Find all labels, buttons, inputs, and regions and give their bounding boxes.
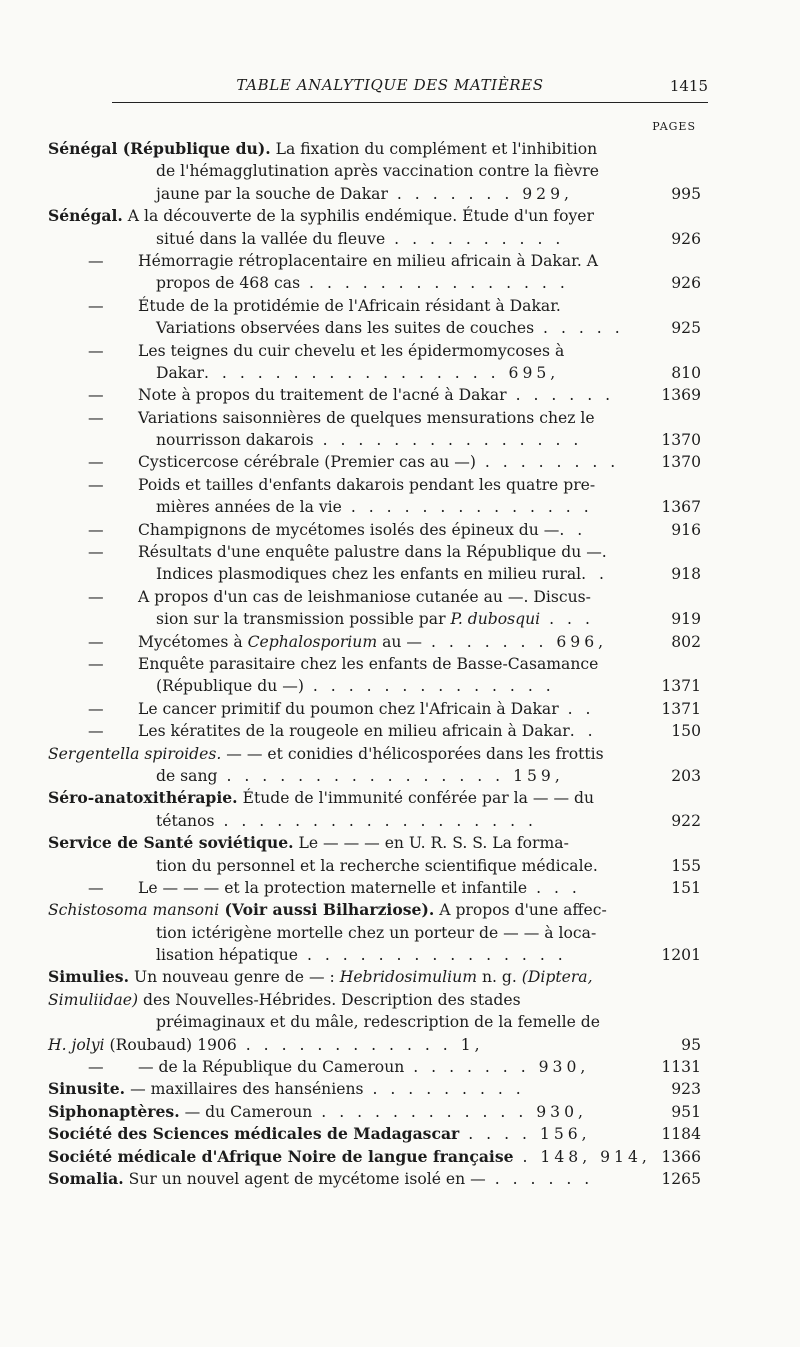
entry-text [156,855,623,877]
page-title: TABLE ANALYTIQUE DES MATIÈRES [236,76,544,94]
entry-segment: tétanos [156,811,215,830]
entry-text [138,407,623,429]
entry-segment: Hémorragie rétroplacentaire en milieu africain à Dakar. A [138,251,599,270]
index-line [48,675,701,697]
index-line [48,563,701,585]
entry-text [138,1056,623,1078]
entry-heading: Société des Sciences médicales de Madagascar [48,1124,460,1144]
index-line [48,877,701,899]
entry-segment: préimaginaux et du mâle, redescription de la femelle de [156,1013,600,1032]
index-line [48,989,701,1011]
entry-segment: Champignons de mycétomes isolés des épineux du — [138,520,560,539]
entry-segment: Les teignes du cuir chevelu et les épidermomycoses à [138,341,565,360]
entry-segment: jaune par la souche de Dakar [156,184,388,203]
entry-text [138,877,623,899]
index-line [48,653,701,675]
entry-text [48,1078,623,1100]
ditto-dash: — [88,296,104,315]
leader-dots: . . [581,565,608,584]
entry-heading: Sinusite. [48,1079,126,1099]
page-reference: 1131 [661,1058,701,1077]
leader-dots: . . . . . . . . . . . . . . . [297,946,567,965]
entry-text [138,295,623,317]
entry-text [156,563,623,585]
index-line [48,720,701,742]
index-line [48,586,701,608]
page-reference: 1369 [661,386,701,405]
leader-dots: . . [558,699,595,718]
leader-dots: . . . . . . . 696, [422,632,608,651]
italic-term: (Diptera, [521,968,593,987]
entry-segment: A la découverte de la syphilis endémique. Étude d'un foyer [122,207,594,226]
entry-segment: Dakar [156,363,204,382]
ditto-dash: — [88,722,104,741]
leader-dots: . . . . . . . . . . . . . . . . 159, [217,766,564,785]
entry-segment: lisation hépatique [156,946,298,965]
leader-dots: . . . [527,878,581,897]
entry-segment: — — et conidies d'hélicosporées dans les frottis [221,744,604,763]
index-line [48,205,701,227]
leader-dots: . . . . . . . . . . . . . . . [300,274,569,293]
page-reference: 1371 [661,677,701,696]
entry-segment: Indices plasmodiques chez les enfants en milieu rural [156,565,582,584]
entry-text [48,205,623,227]
page-reference: 919 [671,610,701,629]
entry-text [48,966,623,988]
entry-text [156,608,623,630]
entry-segment: Variations observées dans les suites de couches [156,319,535,338]
page-reference: 918 [671,565,701,584]
entry-text [138,250,623,272]
entry-segment: Étude de l'immunité conférée par la — — du [237,789,595,808]
ditto-dash: — [88,386,104,405]
entry-segment: de l'hémagglutination après vaccination contre la fièvre [156,162,599,181]
ditto-dash: — [88,878,104,897]
italic-term: Cephalosporium [247,632,378,651]
entry-segment: Variations saisonnières de quelques mensurations chez le [138,408,595,427]
entry-heading: Simulies. [48,967,129,987]
index-line [48,272,701,294]
index-line [48,1011,701,1033]
ditto-dash: — [88,251,104,270]
page-number: 1415 [669,77,708,95]
leader-dots: . . [559,520,587,539]
entry-segment: Un nouveau genre de — : [129,968,340,987]
page-reference: 1184 [661,1125,701,1144]
index-line [48,765,701,787]
entry-text [48,1101,623,1123]
index-line [48,250,701,272]
ditto-dash: — [88,453,104,472]
page-reference: 923 [671,1080,701,1099]
index-line [48,1146,701,1168]
index-line [48,608,701,630]
ditto-dash: — [88,632,104,651]
entry-text [156,183,623,205]
entry-segment: de sang [156,766,218,785]
pages-column-label: PAGES [652,120,696,133]
entry-segment: tion du personnel et la recherche scientifique médicale [156,856,593,875]
entry-text [156,317,623,339]
entry-segment: des Nouvelles-Hébrides. Description des stades [138,990,521,1009]
index-line [48,317,701,339]
ditto-dash: — [88,1058,104,1077]
leader-dots: . . . . . . . 929, [387,184,573,203]
leader-dots: . . . . . . [485,1169,594,1188]
entry-segment: — du Cameroun [179,1102,313,1121]
entry-segment: nourrisson dakarois [156,431,314,450]
index-line [48,474,701,496]
index-line [48,183,701,205]
leader-dots: . 148, 914, [513,1147,651,1166]
entry-text [156,228,623,250]
entry-segment: n. g. [476,968,522,987]
index-line [48,541,701,563]
page-reference: 203 [671,766,701,785]
page-reference: 802 [671,632,701,651]
entry-text [156,272,623,294]
ditto-dash: — [88,543,104,562]
index-line [48,496,701,518]
entry-heading: Siphonaptères. [48,1101,180,1121]
entry-text [156,160,623,182]
page-reference: 1265 [661,1169,701,1188]
entry-text [48,743,623,765]
ditto-dash: — [88,654,104,673]
italic-term: H. jolyi [48,1035,105,1054]
entry-text [138,586,623,608]
page-reference: 926 [671,229,701,248]
entry-heading: Sénégal. [48,206,123,226]
entry-heading: Somalia. [48,1168,124,1188]
leader-dots: . . . . . . . . . . . . . . . . . 695, [204,363,560,382]
index-line [48,384,701,406]
entry-heading: Société médicale d'Afrique Noire de langue française [48,1146,514,1166]
italic-term: Sergentella spiroides. [48,744,222,763]
ditto-dash: — [88,699,104,718]
index-line [48,899,701,921]
page-reference: 926 [671,274,701,293]
entry-segment: sion sur la transmission possible par [156,610,451,629]
italic-term: Simuliidae) [48,990,139,1009]
leader-dots: . . . . . . . . . . . . . . [303,677,555,696]
entry-text [156,429,623,451]
entry-text [48,1168,623,1190]
page-reference: 922 [671,811,701,830]
index-line [48,429,701,451]
index-line [48,1101,701,1123]
entry-segment: mières années de la vie [156,498,342,517]
ditto-dash: — [88,520,104,539]
entry-text [48,832,623,854]
entry-segment: propos de 468 cas [156,274,301,293]
page-reference: 1367 [661,498,701,517]
leader-dots: . . [569,722,597,741]
index-line [48,451,701,473]
entry-text [48,989,623,1011]
leader-dots: . . . . . . . 930, [404,1058,590,1077]
leader-dots: . . . . . . . . . . . . 1, [236,1035,484,1054]
leader-dots: . . . . . . . . . . . . . . . . . . [214,811,537,830]
ditto-dash: — [88,341,104,360]
index-line [48,1078,701,1100]
index-line [48,1056,701,1078]
index-line [48,922,701,944]
index-line [48,519,701,541]
index-line [48,855,701,877]
entry-segment: au — [377,632,422,651]
entry-heading: Sénégal (République du). [48,139,271,158]
page-reference: 1370 [661,453,701,472]
entry-segment: Résultats d'une enquête palustre dans la République du —. [138,543,607,562]
italic-term: Hebridosimulium [339,968,477,987]
entry-text [138,451,623,473]
leader-dots: . . . . . . . . . . . . 930, [312,1102,587,1121]
entry-segment: A propos d'un cas de leishmaniose cutanée au —. Discus- [138,587,591,606]
entry-text [48,787,623,809]
page-reference: 925 [671,319,701,338]
entry-segment: Le cancer primitif du poumon chez l'Africain à Dakar [138,699,559,718]
entry-segment: Le — — — et la protection maternelle et infantile [138,878,528,897]
entry-segment: (Roubaud) 1906 [104,1035,237,1054]
entry-text [48,1123,623,1145]
italic-term: P. dubosqui [450,610,541,629]
entry-segment: — de la République du Cameroun [138,1058,405,1077]
page-reference: 1201 [661,946,701,965]
entry-text [156,675,623,697]
page-reference: 810 [671,363,701,382]
page-reference: 1366 [661,1147,701,1166]
entry-segment: Étude de la protidémie de l'Africain résidant à Dakar. [138,296,561,315]
index-line [48,631,701,653]
index-line [48,160,701,182]
index-line [48,138,701,160]
page-reference: 155 [671,856,701,875]
entry-segment: tion ictérigène mortelle chez un porteur de — — à loca- [156,923,597,942]
index-line [48,340,701,362]
leader-dots: . . . . . [534,319,624,338]
entry-segment: — maxillaires des hanséniens [125,1080,364,1099]
italic-term: Schistosoma mansoni [48,901,220,920]
page-reference: 951 [671,1102,701,1121]
entry-segment: La fixation du complément et l'inhibition [270,140,598,158]
entry-text [156,922,623,944]
entry-heading: (Voir aussi Bilharziose). [219,900,435,920]
leader-dots: . . . . . . . . . . [385,229,565,248]
entry-text [48,138,623,160]
ditto-dash: — [88,475,104,494]
page-reference: 151 [671,878,701,897]
entry-text [48,1146,651,1168]
ditto-dash: — [88,587,104,606]
entry-text [48,899,623,921]
index-line [48,295,701,317]
entry-text [138,384,623,406]
entry-text [138,340,623,362]
leader-dots: . . . . . . . . . [363,1080,525,1099]
index-line [48,407,701,429]
index-line [48,698,701,720]
entry-segment: Les kératites de la rougeole en milieu africain à Dakar [138,722,570,741]
entry-text [138,631,623,653]
index-line [48,966,701,988]
entry-text [138,519,623,541]
page-reference: 1370 [661,431,701,450]
entry-segment: Le — — — en U. R. S. S. La forma- [293,834,569,853]
page-reference: 1371 [661,699,701,718]
entry-text [48,1034,623,1056]
running-head [112,76,708,103]
entry-text [156,1011,623,1033]
page-reference: 150 [671,722,701,741]
index-line [48,1034,701,1056]
leader-dots: . . . . . . . . [475,453,620,472]
entry-segment: Cysticercose cérébrale (Premier cas au —) [138,453,476,472]
leader-dots: . . . . . . . . . . . . . . . [313,431,583,450]
index-line [48,832,701,854]
entry-segment: Sur un nouvel agent de mycétome isolé en — [123,1169,486,1188]
index-line [48,944,701,966]
index-line [48,228,701,250]
entry-segment: Enquête parasitaire chez les enfants de Basse-Casamance [138,654,599,673]
page-reference: 995 [671,184,701,203]
entry-segment: Note à propos du traitement de l'acné à Dakar [138,386,507,405]
entry-heading: Service de Santé soviétique. [48,833,294,853]
page-reference: 916 [671,520,701,539]
index-line [48,787,701,809]
index-line [48,362,701,384]
entry-segment: situé dans la vallée du fleuve [156,229,386,248]
entry-text [138,698,623,720]
entry-segment: A propos d'une affec- [434,901,607,920]
leader-dots: . . . . . . [506,386,615,405]
entry-text [156,496,623,518]
index-entries [48,138,701,1190]
entry-text [138,474,623,496]
entry-text [138,541,623,563]
index-line [48,1168,701,1190]
leader-dots: . . . [540,610,594,629]
entry-heading: Séro-anatoxithérapie. [48,788,238,808]
entry-text [156,362,623,384]
entry-segment: Mycétomes à [138,632,248,651]
index-line [48,810,701,832]
entry-text [138,653,623,675]
entry-text [156,810,623,832]
ditto-dash: — [88,408,104,427]
entry-text [156,944,623,966]
entry-text [138,720,623,742]
leader-dots: . . . . . . . . . . . . . . [341,498,593,517]
page-reference: 95 [681,1035,701,1054]
entry-segment: (République du —) [156,677,304,696]
index-line [48,1123,701,1145]
leader-dots: . [592,856,602,875]
index-line [48,743,701,765]
entry-segment: Poids et tailles d'enfants dakarois pendant les quatre pre- [138,475,596,494]
entry-text [156,765,623,787]
leader-dots: . . . . 156, [459,1125,591,1144]
